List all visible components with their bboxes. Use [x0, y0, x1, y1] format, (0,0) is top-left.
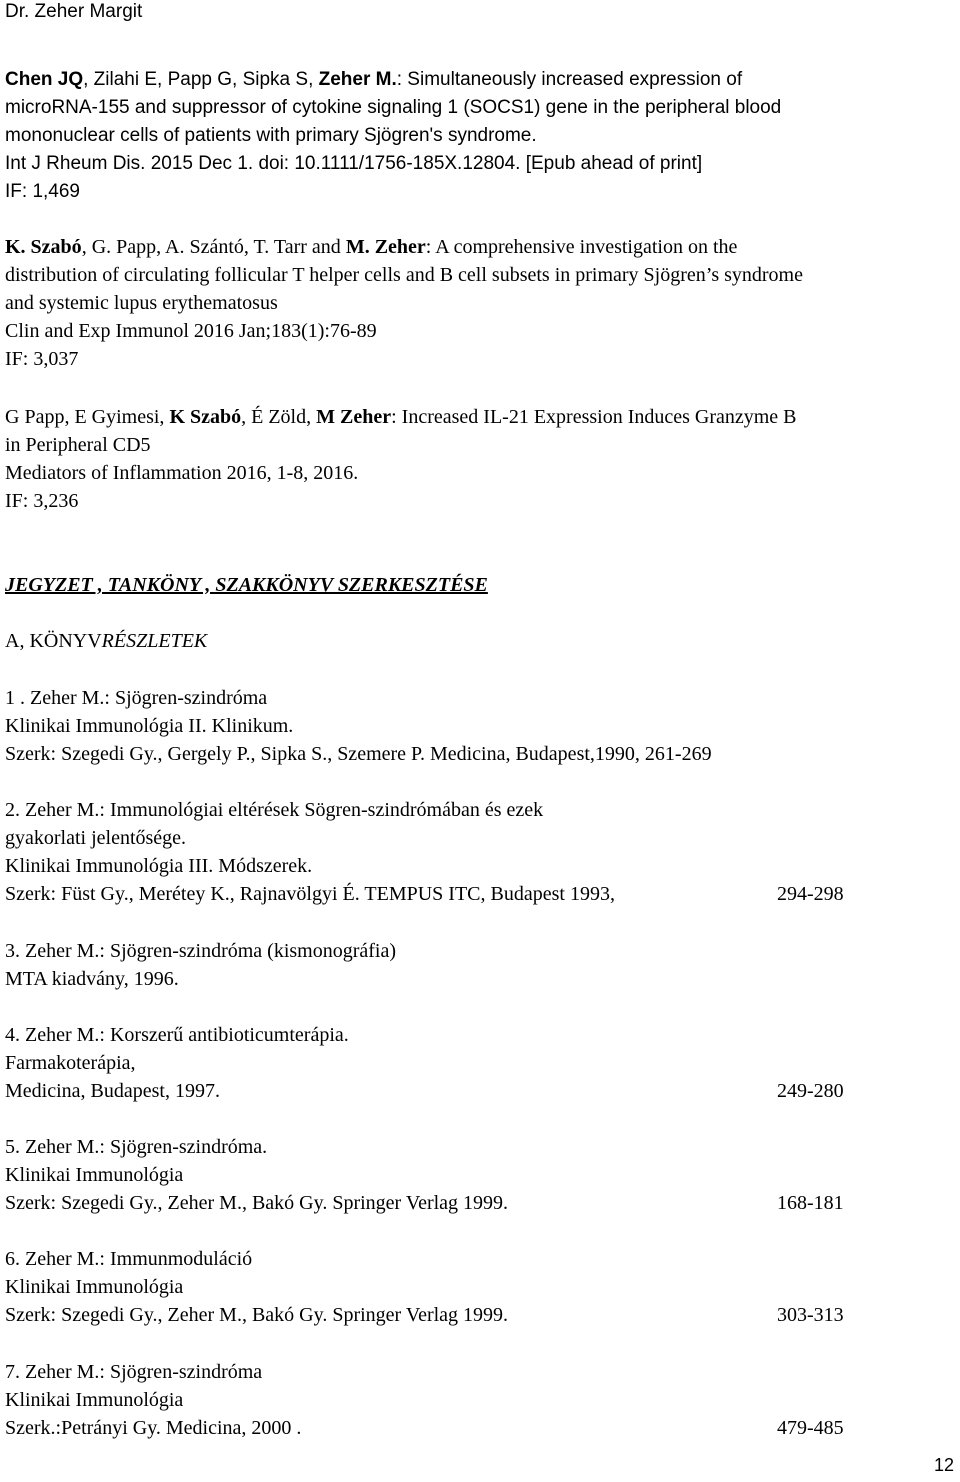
publication-2-line-3: and systemic lupus erythematosus: [5, 292, 278, 314]
publication-3-line-2: in Peripheral CD5: [5, 434, 151, 456]
chapter-pages: 168-181: [777, 1192, 844, 1214]
publication-1-line-2: microRNA-155 and suppressor of cytokine signaling 1 (SOCS1) gene in the peripheral blood: [5, 97, 782, 118]
chapter-editors-row: [5, 1301, 865, 1329]
chapter-editors: Szerk: Szegedi Gy., Zeher M., Bakó Gy. Springer Verlag 1999.: [5, 1192, 509, 1214]
subsection-heading: [5, 627, 207, 655]
author-bold: Zeher M.: [318, 69, 397, 90]
publication-2-line-1: [5, 233, 953, 261]
title-start: : Simultaneously increased expression of: [396, 69, 743, 90]
chapter-entry-7: [5, 1358, 865, 1442]
chapter-entry-1: [5, 684, 865, 768]
authors: , É Zöld,: [241, 406, 317, 428]
chapter-book: Klinikai Immunológia: [5, 1276, 184, 1298]
chapter-title: 6. Zeher M.: Immunmoduláció: [5, 1248, 253, 1270]
chapter-pages: 294-298: [777, 883, 844, 905]
publication-2-line-2: distribution of circulating follicular T helper cells and B cell subsets in primary Sjögren’s syndrome: [5, 264, 803, 286]
title-start: : A comprehensive investigation on the: [425, 236, 738, 258]
author-bold: K Szabó: [169, 406, 242, 428]
chapter-pages: 303-313: [777, 1304, 844, 1326]
authors: G Papp, E Gyimesi,: [5, 406, 170, 428]
page-number: 12: [933, 1455, 954, 1475]
chapter-title: 2. Zeher M.: Immunológiai eltérések Sögren-szindrómában és ezek: [5, 799, 544, 821]
publication-3-journal: Mediators of Inflammation 2016, 1-8, 2016.: [5, 462, 359, 484]
publication-1-line-1: [5, 66, 953, 94]
publication-2-impact-factor: IF: 3,037: [5, 348, 79, 370]
chapter-entry-5: [5, 1133, 865, 1217]
chapter-title: 3. Zeher M.: Sjögren-szindróma (kismonográfia): [5, 940, 397, 962]
chapter-publisher: Medicina, Budapest, 1997.: [5, 1080, 220, 1102]
chapter-editors-row: [5, 1414, 865, 1442]
publication-1-journal: Int J Rheum Dis. 2015 Dec 1. doi: 10.1111/1756-185X.12804. [Epub ahead of print]: [5, 153, 703, 174]
section-heading: JEGYZET , TANKÖNY , SZAKKÖNYV SZERKESZTÉSE: [5, 574, 488, 596]
chapter-editors: Szerk: Szegedi Gy., Zeher M., Bakó Gy. Springer Verlag 1999.: [5, 1304, 509, 1326]
author-bold: K. Szabó: [5, 236, 82, 258]
chapter-title: 4. Zeher M.: Korszerű antibioticumterápia.: [5, 1024, 349, 1046]
publication-3-line-1: [5, 403, 953, 431]
publication-1-impact-factor: IF: 1,469: [5, 181, 80, 202]
chapter-book: Klinikai Immunológia: [5, 1389, 184, 1411]
publication-1-line-3: mononuclear cells of patients with primary Sjögren's syndrome.: [5, 125, 537, 146]
page-header-name: Dr. Zeher Margit: [5, 1, 143, 22]
title-start: : Increased IL-21 Expression Induces Granzyme B: [391, 406, 797, 428]
chapter-entry-3: [5, 937, 865, 993]
authors: , Zilahi E, Papp G, Sipka S,: [83, 69, 319, 90]
chapter-title-cont: gyakorlati jelentősége.: [5, 827, 187, 849]
publication-2: [5, 233, 953, 373]
publication-3-impact-factor: IF: 3,236: [5, 490, 79, 512]
author-bold: M Zeher: [316, 406, 392, 428]
chapter-book: Klinikai Immunológia: [5, 1164, 184, 1186]
chapter-book: Klinikai Immunológia III. Módszerek.: [5, 855, 313, 877]
authors: , G. Papp, A. Szántó, T. Tarr and: [81, 236, 346, 258]
publication-3: [5, 403, 953, 515]
chapter-editors: Szerk: Szegedi Gy., Gergely P., Sipka S., Szemere P. Medicina, Budapest,1990, 261-269: [5, 743, 712, 765]
chapter-entry-6: [5, 1245, 865, 1329]
chapter-entry-4: [5, 1021, 865, 1105]
chapter-title: 5. Zeher M.: Sjögren-szindróma.: [5, 1136, 268, 1158]
subsection-prefix: A, KÖNYV: [5, 630, 102, 652]
chapter-book: Klinikai Immunológia II. Klinikum.: [5, 715, 294, 737]
chapter-book: Farmakoterápia,: [5, 1052, 136, 1074]
chapter-entry-2: [5, 796, 865, 908]
subsection-italic: RÉSZLETEK: [101, 630, 208, 652]
chapter-pages: 249-280: [777, 1080, 844, 1102]
chapter-editors: Szerk.:Petrányi Gy. Medicina, 2000 .: [5, 1417, 302, 1439]
chapter-editors-row: [5, 1189, 865, 1217]
chapter-pages: 479-485: [777, 1417, 844, 1439]
chapter-editors: Szerk: Füst Gy., Merétey K., Rajnavölgyi É. TEMPUS ITC, Budapest 1993,: [5, 883, 615, 905]
chapter-editors-row: [5, 880, 865, 908]
chapter-book: MTA kiadvány, 1996.: [5, 968, 179, 990]
chapter-title: 1 . Zeher M.: Sjögren-szindróma: [5, 687, 268, 709]
chapter-title: 7. Zeher M.: Sjögren-szindróma: [5, 1361, 263, 1383]
chapter-publisher-row: [5, 1077, 865, 1105]
author-bold: M. Zeher: [345, 236, 426, 258]
publication-1: [5, 66, 953, 206]
publication-2-journal: Clin and Exp Immunol 2016 Jan;183(1):76-89: [5, 320, 377, 342]
author-bold: Chen JQ: [5, 69, 84, 90]
